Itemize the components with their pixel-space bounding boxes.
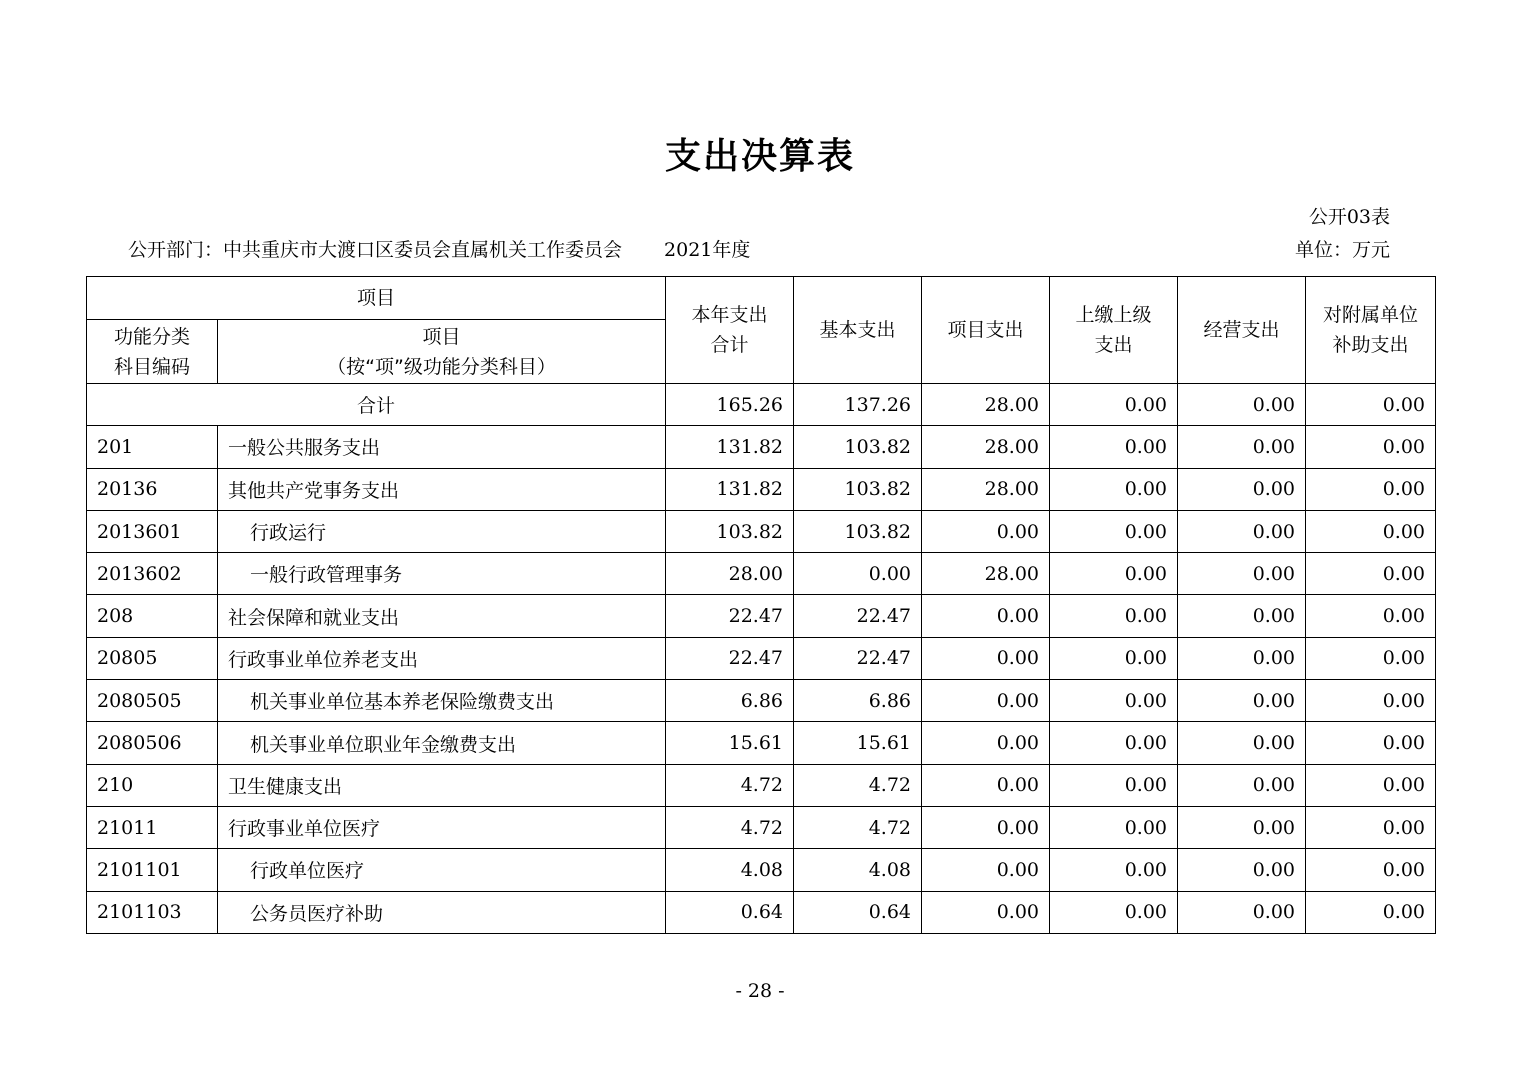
- business-cell: 0.00: [1178, 553, 1306, 595]
- table-row: [87, 849, 1436, 891]
- project-cell: 28.00: [922, 426, 1050, 468]
- table-row: [87, 891, 1436, 933]
- project-cell: 28.00: [922, 468, 1050, 510]
- code-cell: 2080505: [87, 680, 218, 722]
- basic-cell: 4.08: [794, 849, 922, 891]
- subsidy-cell: 0.00: [1306, 637, 1436, 679]
- code-cell: 208: [87, 595, 218, 637]
- name-cell: 其他共产党事务支出: [218, 468, 666, 510]
- name-cell: 社会保障和就业支出: [218, 595, 666, 637]
- header-name: 项目 （按“项”级功能分类科目）: [218, 320, 666, 384]
- business-cell: 0.00: [1178, 426, 1306, 468]
- header-project: 项目支出: [922, 277, 1050, 384]
- table-row: [87, 595, 1436, 637]
- name-cell: 卫生健康支出: [218, 764, 666, 806]
- total-cell: 4.08: [666, 849, 794, 891]
- basic-cell: 4.72: [794, 764, 922, 806]
- project-cell: 28.00: [922, 384, 1050, 426]
- subsidy-cell: 0.00: [1306, 553, 1436, 595]
- total-cell: 4.72: [666, 806, 794, 848]
- basic-cell: 137.26: [794, 384, 922, 426]
- total-cell: 131.82: [666, 426, 794, 468]
- subsidy-cell: 0.00: [1306, 764, 1436, 806]
- form-number: 公开03表: [1308, 206, 1390, 228]
- total-cell: 22.47: [666, 637, 794, 679]
- name-cell: 行政运行: [218, 510, 666, 552]
- total-cell: 0.64: [666, 891, 794, 933]
- subsidy-cell: 0.00: [1306, 680, 1436, 722]
- table-row: [87, 553, 1436, 595]
- basic-cell: 22.47: [794, 637, 922, 679]
- subsidy-cell: 0.00: [1306, 426, 1436, 468]
- code-cell: 210: [87, 764, 218, 806]
- upper-cell: 0.00: [1050, 510, 1178, 552]
- total-cell: 28.00: [666, 553, 794, 595]
- subsidy-cell: 0.00: [1306, 595, 1436, 637]
- project-cell: 0.00: [922, 510, 1050, 552]
- table-row: [87, 806, 1436, 848]
- code-cell: 21011: [87, 806, 218, 848]
- upper-cell: 0.00: [1050, 384, 1178, 426]
- business-cell: 0.00: [1178, 595, 1306, 637]
- business-cell: 0.00: [1178, 722, 1306, 764]
- name-cell: 机关事业单位职业年金缴费支出: [218, 722, 666, 764]
- total-cell: 131.82: [666, 468, 794, 510]
- total-cell: 103.82: [666, 510, 794, 552]
- table-row: [87, 468, 1436, 510]
- table-row: [87, 722, 1436, 764]
- name-cell: 公务员医疗补助: [218, 891, 666, 933]
- project-cell: 0.00: [922, 891, 1050, 933]
- table-row: [87, 637, 1436, 679]
- code-cell: 2013601: [87, 510, 218, 552]
- code-cell: 20805: [87, 637, 218, 679]
- total-cell: 15.61: [666, 722, 794, 764]
- name-cell: 行政事业单位医疗: [218, 806, 666, 848]
- business-cell: 0.00: [1178, 510, 1306, 552]
- upper-cell: 0.00: [1050, 468, 1178, 510]
- header-basic: 基本支出: [794, 277, 922, 384]
- upper-cell: 0.00: [1050, 849, 1178, 891]
- project-cell: 0.00: [922, 806, 1050, 848]
- page-number: - 28 -: [735, 980, 785, 1002]
- code-cell: 2013602: [87, 553, 218, 595]
- upper-cell: 0.00: [1050, 680, 1178, 722]
- code-cell: 201: [87, 426, 218, 468]
- upper-cell: 0.00: [1050, 722, 1178, 764]
- business-cell: 0.00: [1178, 384, 1306, 426]
- business-cell: 0.00: [1178, 680, 1306, 722]
- total-label: 合计: [87, 384, 666, 426]
- subsidy-cell: 0.00: [1306, 806, 1436, 848]
- header-total: 本年支出 合计: [666, 277, 794, 384]
- subsidy-cell: 0.00: [1306, 891, 1436, 933]
- unit-label: 单位：万元: [1294, 239, 1390, 261]
- business-cell: 0.00: [1178, 891, 1306, 933]
- upper-cell: 0.00: [1050, 764, 1178, 806]
- code-cell: 2101101: [87, 849, 218, 891]
- upper-cell: 0.00: [1050, 595, 1178, 637]
- upper-cell: 0.00: [1050, 891, 1178, 933]
- business-cell: 0.00: [1178, 764, 1306, 806]
- total-cell: 165.26: [666, 384, 794, 426]
- name-cell: 一般行政管理事务: [218, 553, 666, 595]
- subsidy-cell: 0.00: [1306, 722, 1436, 764]
- project-cell: 0.00: [922, 680, 1050, 722]
- basic-cell: 15.61: [794, 722, 922, 764]
- upper-cell: 0.00: [1050, 426, 1178, 468]
- basic-cell: 103.82: [794, 426, 922, 468]
- upper-cell: 0.00: [1050, 553, 1178, 595]
- subsidy-cell: 0.00: [1306, 468, 1436, 510]
- project-cell: 0.00: [922, 595, 1050, 637]
- total-cell: 22.47: [666, 595, 794, 637]
- expenditure-table: [86, 276, 1436, 934]
- basic-cell: 103.82: [794, 468, 922, 510]
- basic-cell: 103.82: [794, 510, 922, 552]
- project-cell: 28.00: [922, 553, 1050, 595]
- business-cell: 0.00: [1178, 806, 1306, 848]
- name-cell: 行政单位医疗: [218, 849, 666, 891]
- department-line: [128, 235, 750, 262]
- header-project-group: 项目: [87, 277, 666, 320]
- code-cell: 20136: [87, 468, 218, 510]
- table-row: [87, 680, 1436, 722]
- total-cell: 4.72: [666, 764, 794, 806]
- basic-cell: 22.47: [794, 595, 922, 637]
- name-cell: 行政事业单位养老支出: [218, 637, 666, 679]
- fiscal-year: 2021年度: [664, 239, 751, 261]
- project-cell: 0.00: [922, 722, 1050, 764]
- upper-cell: 0.00: [1050, 806, 1178, 848]
- code-cell: 2080506: [87, 722, 218, 764]
- page-title: 支出决算表: [664, 136, 855, 177]
- department-name: 公开部门：中共重庆市大渡口区委员会直属机关工作委员会: [128, 239, 623, 261]
- total-cell: 6.86: [666, 680, 794, 722]
- business-cell: 0.00: [1178, 468, 1306, 510]
- basic-cell: 0.64: [794, 891, 922, 933]
- project-cell: 0.00: [922, 849, 1050, 891]
- code-cell: 2101103: [87, 891, 218, 933]
- basic-cell: 4.72: [794, 806, 922, 848]
- header-upper: 上缴上级 支出: [1050, 277, 1178, 384]
- header-code: 功能分类 科目编码: [87, 320, 218, 384]
- project-cell: 0.00: [922, 637, 1050, 679]
- header-business: 经营支出: [1178, 277, 1306, 384]
- subsidy-cell: 0.00: [1306, 384, 1436, 426]
- subsidy-cell: 0.00: [1306, 510, 1436, 552]
- name-cell: 一般公共服务支出: [218, 426, 666, 468]
- total-row: [87, 384, 1436, 426]
- business-cell: 0.00: [1178, 849, 1306, 891]
- name-cell: 机关事业单位基本养老保险缴费支出: [218, 680, 666, 722]
- project-cell: 0.00: [922, 764, 1050, 806]
- table-row: [87, 510, 1436, 552]
- subsidy-cell: 0.00: [1306, 849, 1436, 891]
- basic-cell: 0.00: [794, 553, 922, 595]
- business-cell: 0.00: [1178, 637, 1306, 679]
- table-row: [87, 426, 1436, 468]
- header-subsidy: 对附属单位 补助支出: [1306, 277, 1436, 384]
- basic-cell: 6.86: [794, 680, 922, 722]
- table-row: [87, 764, 1436, 806]
- upper-cell: 0.00: [1050, 637, 1178, 679]
